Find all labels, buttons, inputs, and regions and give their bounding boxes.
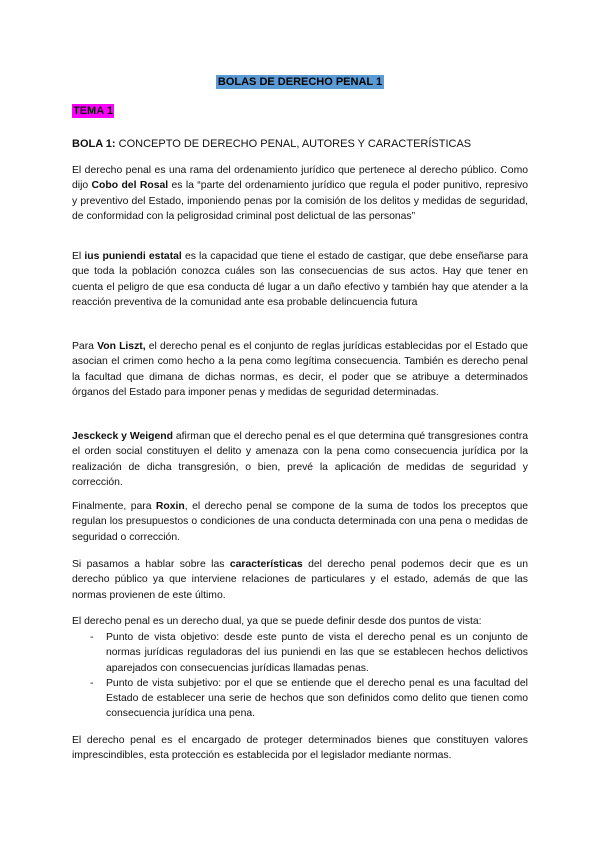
text-run: el derecho penal es el conjunto de reglas jurídicas establecidas por el Estado que asocian el crimen como hecho a la pena como legítima consecuencia. También es derecho penal la facultad que dimana de dichas normas, es decir, el poder que se atribuye a determinados órganos del Estado para imponer penas y medidas de seguridad determinadas. (72, 341, 528, 398)
text-run: Para (72, 341, 98, 352)
author-name: Von Liszt, (97, 341, 146, 352)
list-item-text: Punto de vista subjetivo: por el que se entiende que el derecho penal es una facultad del Estado de establecer una serie de hechos que son definidos como delito que tienen como consecuencia jurídica una pena. (106, 677, 528, 720)
paragraph-caracteristicas (72, 557, 528, 603)
list-item (72, 676, 528, 722)
paragraph-dual: El derecho penal es un derecho dual, ya que se puede definir desde dos puntos de vista: (72, 616, 482, 627)
key-term: ius puniendi estatal (84, 251, 182, 262)
subsection-title: CONCEPTO DE DERECHO PENAL, AUTORES Y CARACTERÍSTICAS (115, 138, 472, 150)
paragraph-definition (72, 163, 528, 224)
key-term: características (229, 559, 303, 570)
text-run: es la “parte del ordenamiento jurídico que regula el poder punitivo, represivo y preventivo del Estado, imponiendo penas por la comisión de los delitos y medidas de seguridad, de conformidad con la peligrosidad criminal post delictual de las personas” (72, 180, 528, 222)
author-name: Cobo del Rosal (91, 180, 169, 192)
text-run: El (72, 251, 85, 262)
text-run: del derecho penal podemos decir que es un derecho público ya que interviene relaciones de particulares y el estado, además de que las normas provienen de este último. (72, 559, 528, 601)
paragraph-jescheck-weigend (72, 429, 528, 490)
bullet-marker: - (90, 677, 94, 689)
text-run: es la capacidad que tiene el estado de castigar, que debe enseñarse para que toda la población conozca cuáles son las consecuencias de sus actos. Hay que tener en cuenta el peligro de que esa conducta dé lugar a un daño efectivo y también hay que atender a la reacción preventiva de la comunidad ante esa probable delincuencia futura (72, 251, 528, 308)
subsection-heading (72, 137, 471, 151)
title-wrapper (72, 72, 528, 90)
paragraph-von-liszt (72, 339, 528, 400)
subsection-label: BOLA 1: (72, 138, 116, 150)
author-name: Roxin (155, 501, 185, 512)
bullet-marker: - (90, 632, 94, 643)
document-title: BOLAS DE DERECHO PENAL 1 (217, 76, 383, 88)
text-run: Si pasamos a hablar sobre las (72, 559, 230, 570)
paragraph-ius-puniendi (72, 249, 528, 310)
bullet-list (72, 630, 528, 722)
list-item-text: Punto de vista objetivo: desde este punto de vista el derecho penal es un conjunto de normas jurídicas reguladoras del ius puniendi en las que se establecen hechos delictivos aparejados con consecuencias jurídicas llamadas penas. (106, 632, 528, 674)
paragraph-roxin (72, 499, 528, 545)
text-run: Finalmente, para (72, 501, 156, 512)
author-name: Jesckeck y Weigend (72, 431, 173, 442)
text-run: afirman que el derecho penal es el que determina qué transgresiones contra el orden social constituyen el delito y amenaza con la pena como consecuencia jurídica por la realización de dicha transgresión, o bien, prevé la aplicación de medidas de seguridad y corrección. (72, 431, 528, 488)
list-item (72, 630, 528, 676)
section-heading: TEMA 1 (73, 105, 113, 117)
text-run: , el derecho penal se compone de la suma de todos los preceptos que regulan los presupuestos o condiciones de una conducta determinada con una pena o medidas de seguridad o corrección. (72, 501, 528, 543)
paragraph-conclusion: El derecho penal es el encargado de proteger determinados bienes que constituyen valores imprescindibles, esta protección es establecida por el legislador mediante normas. (72, 735, 528, 762)
text-run: El derecho penal es una rama del ordenamiento jurídico que pertenece al derecho público. Como dijo (72, 165, 528, 192)
